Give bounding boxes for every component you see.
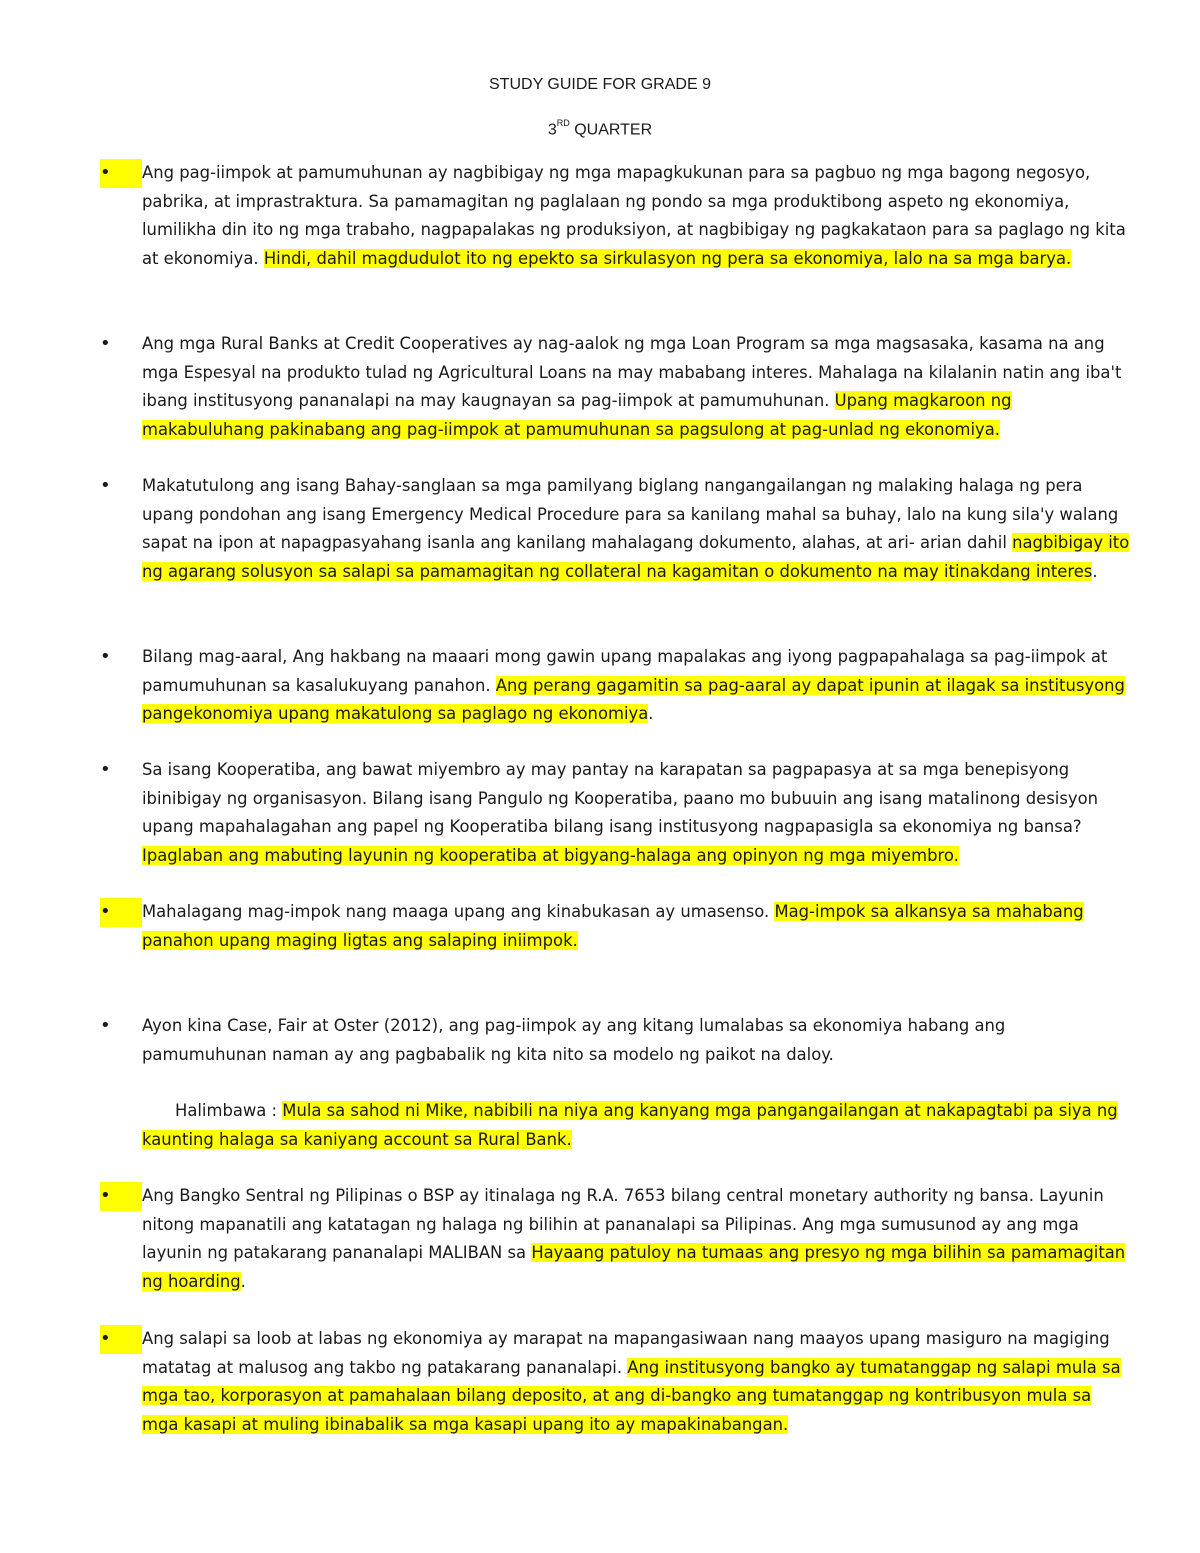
- list-item: [142, 1325, 1132, 1439]
- item-tail: .: [240, 1271, 246, 1291]
- list-item: [142, 898, 1132, 955]
- list-item: [142, 159, 1132, 273]
- bullet-icon: •: [100, 1325, 142, 1354]
- item-text: Makatutulong ang isang Bahay-sanglaan sa mga pamilyang biglang nangangailangan ng malaking halaga ng pera upang pondohan ang isang Emergency Medical Procedure para sa kanilang mahal sa buhay, lalo na kung sila'y walang sapat na ipon at napagpasyahang isanla ang kanilang mahalagang dokumento, alahas, at ari- arian dahil: [142, 476, 1119, 552]
- item-answer: Upang magkaroon ng makabuluhang pakinabang ang pag-iimpok at pamumuhunan sa pagsulong at pag-unlad ng ekonomiya.: [142, 391, 1012, 439]
- bullet-icon: •: [100, 475, 111, 496]
- item-answer: Ipaglaban ang mabuting layunin ng kooperatiba at bigyang-halaga ang opinyon ng mga miyembro.: [142, 845, 959, 865]
- item-answer: nagbibigay ito ng agarang solusyon sa salapi sa pamamagitan ng collateral na kagamitan o dokumento na may itinakdang interes: [142, 533, 1130, 581]
- list-item: [142, 1012, 1132, 1069]
- item-answer: Ang perang gagamitin sa pag-aaral ay dapat ipunin at ilagak sa institusyong pangekonomiya upang makatulong sa paglago ng ekonomiya: [142, 675, 1125, 723]
- page-subtitle: [0, 120, 1200, 139]
- item-text: Ang pag-iimpok at pamumuhunan ay nagbibigay ng mga mapagkukunan para sa pagbuo ng mga bagong negosyo, pabrika, at imprastraktura. Sa pamamagitan ng paglalaan ng pondo sa mga produktibong aspeto ng ekonomiya, lumilikha din ito ng mga trabaho, nagpapalakas ng produksiyon, at nagbibigay ng pagkakataon para sa paglago ng kita at ekonomiya.: [142, 163, 1126, 268]
- list-item: [142, 643, 1132, 729]
- example-label: Halimbawa :: [175, 1101, 283, 1120]
- bullet-icon: •: [100, 759, 111, 780]
- bullet-icon: •: [100, 646, 111, 667]
- item-text: Sa isang Kooperatiba, ang bawat miyembro ay may pantay na karapatan sa pagpapasya at sa mga benepisyong ibinibigay ng organisasyon. Bilang isang Pangulo ng Kooperatiba, paano mo bubuuin ang isang matalinong desisyon upang mapahalagahan ang papel ng Kooperatiba bilang isang institusyong nagpapasigla sa ekonomiya ng bansa?: [142, 760, 1098, 836]
- page-title: STUDY GUIDE FOR GRADE 9: [489, 76, 711, 93]
- item-text: Ayon kina Case, Fair at Oster (2012), ang pag-iimpok ay ang kitang lumalabas sa ekonomiya habang ang pamumuhunan naman ay ang pagbabalik ng kita nito sa modelo ng paikot na daloy.: [142, 1016, 1006, 1064]
- item-text: Mahalagang mag-impok nang maaga upang ang kinabukasan ay umasenso.: [142, 902, 775, 921]
- item-tail: .: [1092, 561, 1098, 581]
- quarter-label: QUARTER: [569, 121, 653, 139]
- list-item: [142, 472, 1132, 586]
- quarter-ordinal: RD: [556, 118, 570, 128]
- bullet-icon: •: [100, 1015, 111, 1036]
- item-text: Bilang mag-aaral, Ang hakbang na maaari mong gawin upang mapalakas ang iyong pagpapahalaga sa pag-iimpok at pamumuhunan sa kasalukuyang panahon.: [142, 647, 1108, 695]
- item-answer: Mag-impok sa alkansya sa mahabang panahon upang maging ligtas ang salaping iniimpok.: [142, 902, 1084, 950]
- item-answer: Hayaang patuloy na tumaas ang presyo ng mga bilihin sa pamamagitan ng hoarding: [142, 1243, 1126, 1291]
- bullet-icon: •: [100, 159, 142, 188]
- list-item: [142, 330, 1132, 444]
- item-tail: .: [648, 704, 654, 723]
- quarter-number: 3: [547, 121, 557, 139]
- item-answer: Hindi, dahil magdudulot ito ng epekto sa sirkulasyon ng pera sa ekonomiya, lalo na sa mga barya.: [263, 248, 1072, 268]
- list-item: [142, 756, 1132, 870]
- bullet-icon: •: [100, 333, 111, 354]
- example-answer: Mula sa sahod ni Mike, nabibili na niya ang kanyang mga pangangailangan at nakapagtabi pa siya ng kaunting halaga sa kaniyang account sa Rural Bank.: [142, 1101, 1118, 1149]
- item-answer: Ang institusyong bangko ay tumatanggap ng salapi mula sa mga tao, korporasyon at pamahalaan bilang deposito, at ang di-bangko ang tumatanggap ng kontribusyon mula sa mga kasapi at muling ibinabalik sa mga kasapi upang ito ay mapakinabangan.: [142, 1357, 1121, 1434]
- bullet-icon: •: [100, 898, 142, 927]
- item-text: Ang mga Rural Banks at Credit Cooperatives ay nag-aalok ng mga Loan Program sa mga magsasaka, kasama na ang mga Espesyal na produkto tulad ng Agricultural Loans na may mababang interes. Mahalaga na kilalanin natin ang iba't ibang institusyong pananalapi na may kaugnayan sa pag-iimpok at pamumuhunan.: [142, 334, 1122, 410]
- bullet-icon: •: [100, 1182, 142, 1211]
- example-note: [142, 1097, 1132, 1154]
- list-item: [142, 1182, 1132, 1296]
- item-text: Ang salapi sa loob at labas ng ekonomiya ay marapat na mapangasiwaan nang maayos upang masiguro na magiging matatag at malusog ang takbo ng patakarang pananalapi.: [142, 1329, 1110, 1377]
- item-text: Ang Bangko Sentral ng Pilipinas o BSP ay itinalaga ng R.A. 7653 bilang central monetary authority ng bansa. Layunin nitong mapanatili ang katatagan ng halaga ng bilihin at pananalapi sa Pilipinas. Ang mga sumusunod ay ang mga layunin ng patakarang pananalapi MALIBAN sa: [142, 1186, 1104, 1262]
